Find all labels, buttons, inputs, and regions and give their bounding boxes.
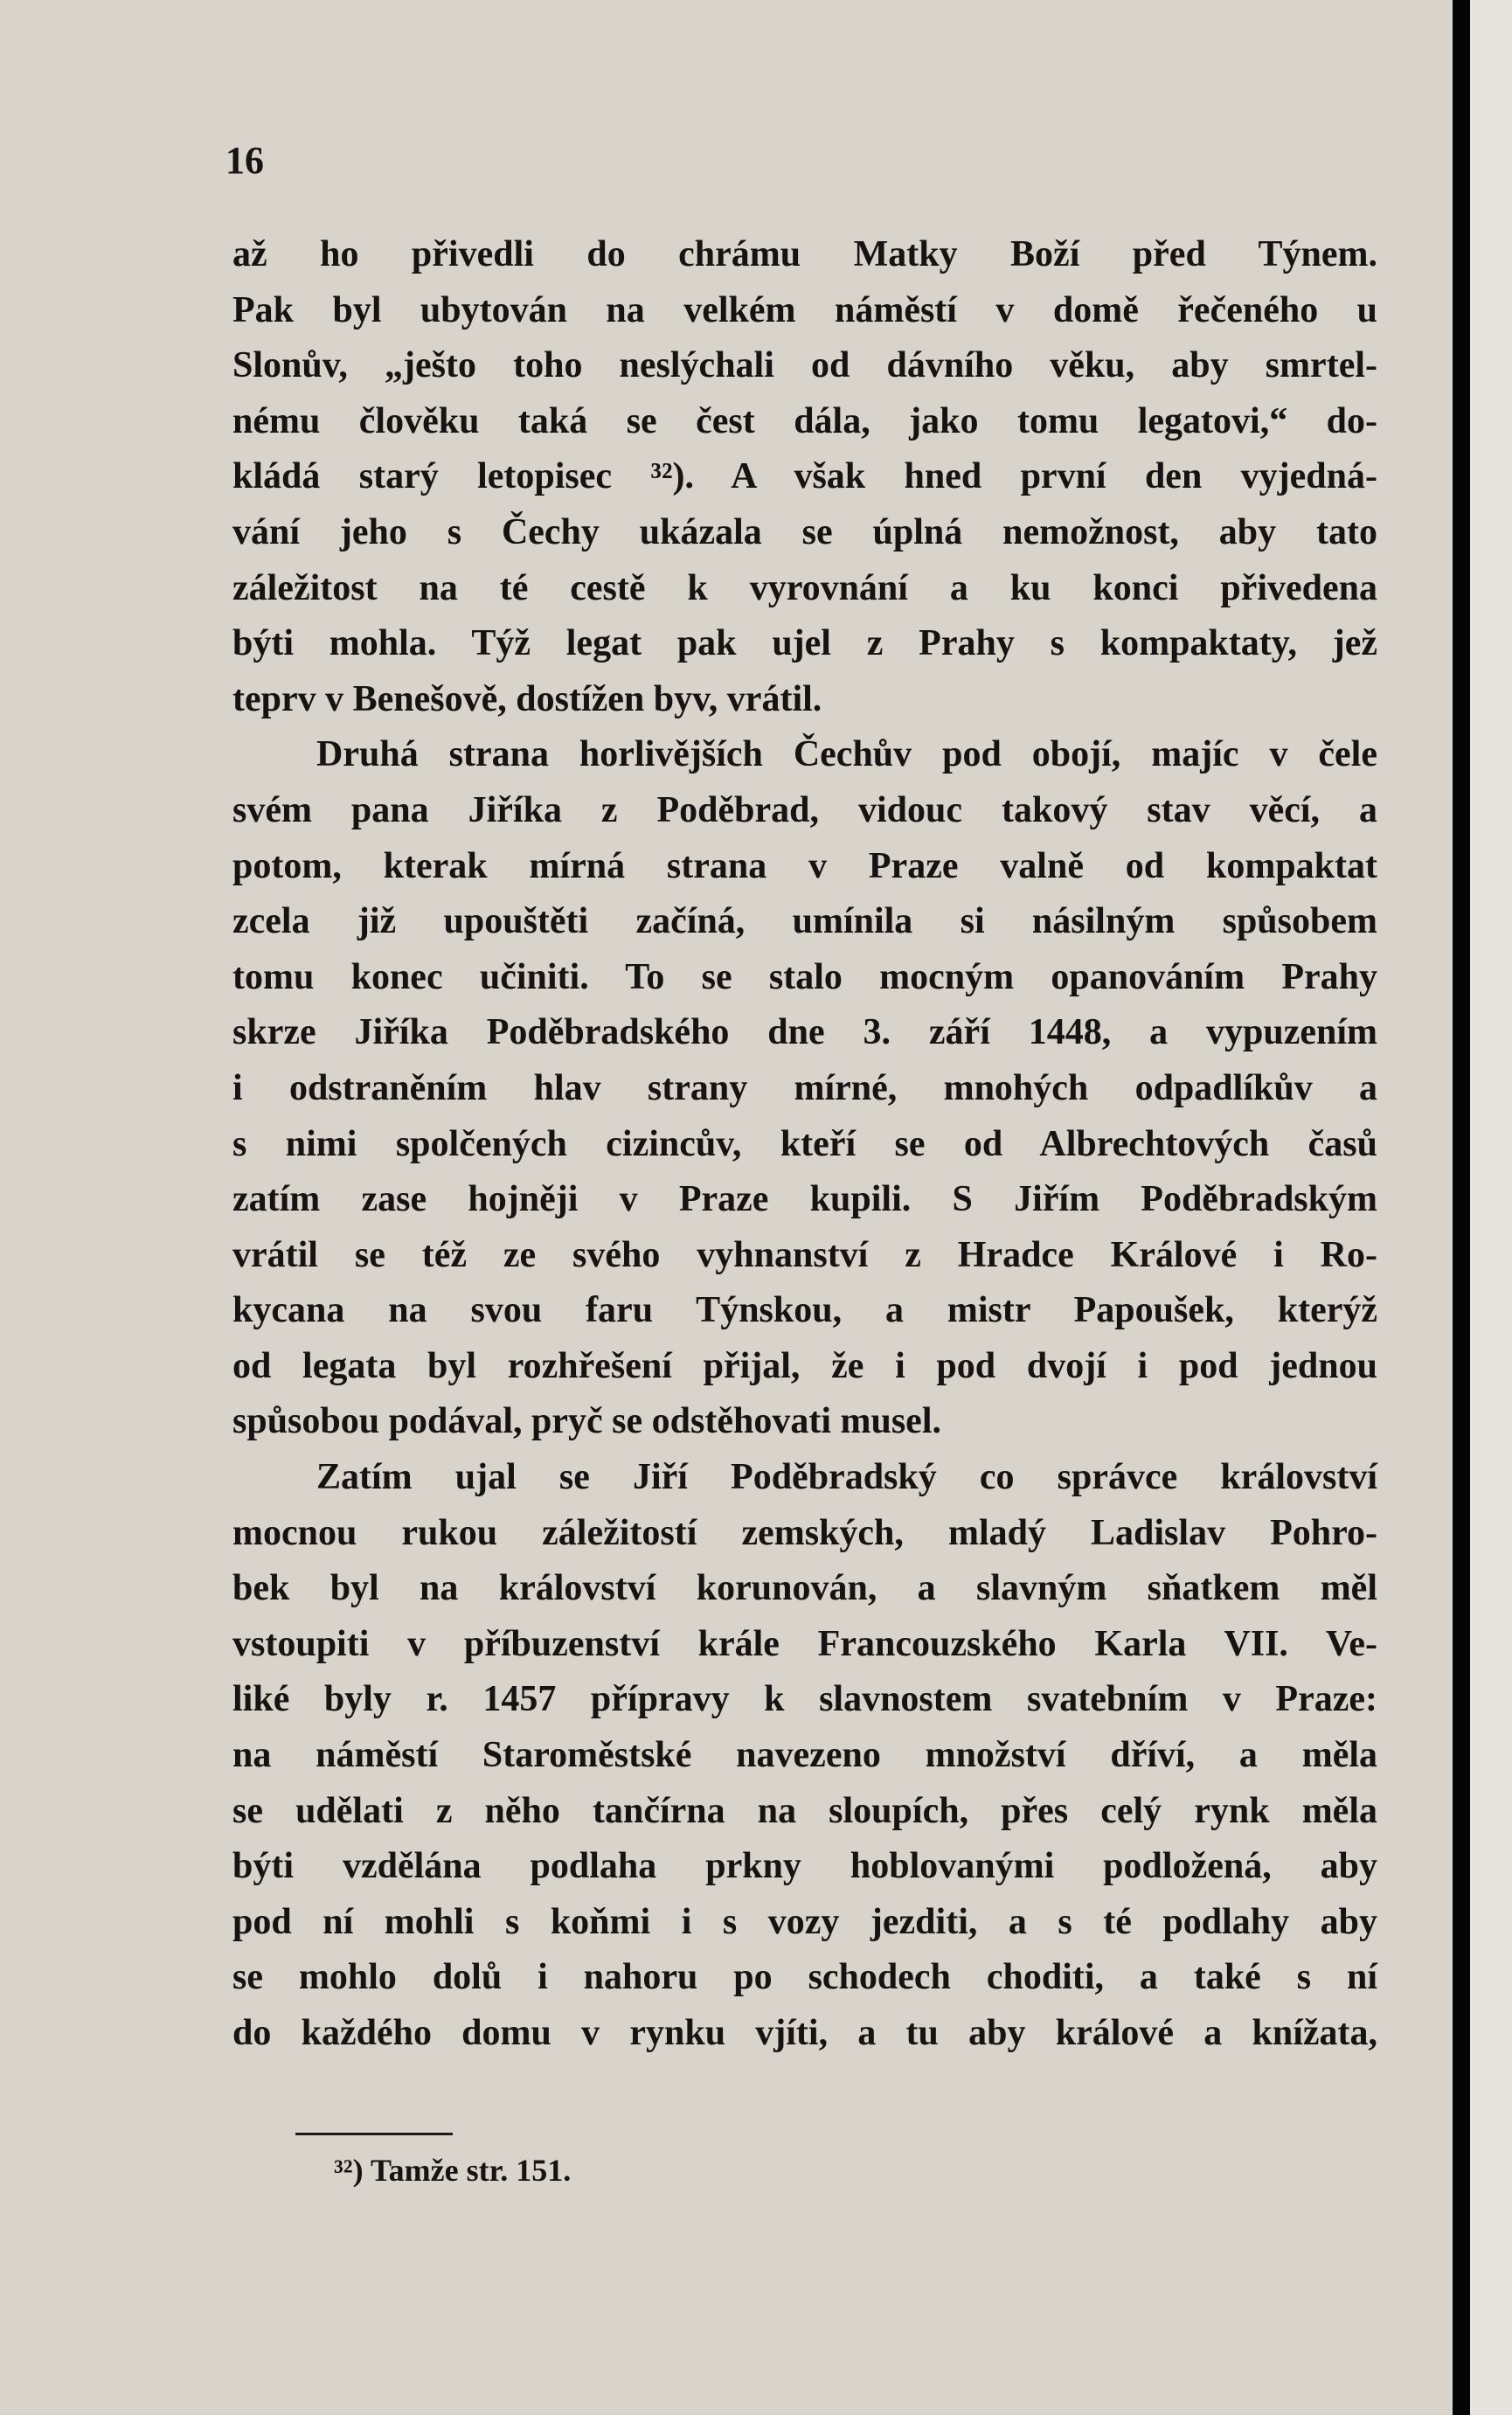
text-line: spůsobou podával, pryč se odstěhovati musel.	[232, 1401, 941, 1442]
text-line: až ho přivedli do chrámu Matky Boží před Týnem.	[232, 234, 1377, 274]
text-line: kycana na svou faru Týnskou, a mistr Papoušek, kterýž	[232, 1290, 1377, 1331]
text-line: vstoupiti v příbuzenství krále Francouzského Karla VII. Ve-	[232, 1623, 1377, 1664]
adjacent-page-edge	[1470, 0, 1512, 2415]
text-line: bek byl na království korunován, a slavným sňatkem měl	[232, 1568, 1377, 1609]
text-line: zatím zase hojněji v Praze kupili. S Jiřím Poděbradským	[232, 1179, 1377, 1220]
text-line: svém pana Jiříka z Poděbrad, vidouc takový stav věcí, a	[232, 789, 1377, 830]
book-spine-shadow	[1453, 0, 1470, 2415]
text-line: pod ní mohli s koňmi i s vozy jezditi, a s té podlahy aby	[232, 1901, 1377, 1942]
text-line: tomu konec učiniti. To se stalo mocným opanováním Prahy	[232, 956, 1377, 997]
text-line: na náměstí Staroměstské navezeno množství dříví, a měla	[232, 1735, 1377, 1776]
text-line: i odstraněním hlav strany mírné, mnohých odpadlíkův a	[232, 1067, 1377, 1108]
text-line: býti vzdělána podlaha prkny hoblovanými podložená, aby	[232, 1846, 1377, 1887]
text-line: kládá starý letopisec ³²). A však hned první den vyjedná-	[232, 456, 1377, 497]
text-line: mocnou rukou záležitostí zemských, mladý Ladislav Pohro-	[232, 1512, 1377, 1553]
text-line: nému člověku taká se čest dála, jako tomu legatovi,“ do-	[232, 400, 1377, 441]
text-line: potom, kterak mírná strana v Praze valně od kompaktat	[232, 845, 1377, 886]
text-line: se mohlo dolů i nahoru po schodech choditi, a také s ní	[232, 1957, 1377, 1998]
text-line: se udělati z něho tančírna na sloupích, přes celý rynk měla	[232, 1790, 1377, 1831]
text-line: do každého domu v rynku vjíti, a tu aby králové a knížata,	[232, 2013, 1377, 2053]
text-line: vání jeho s Čechy ukázala se úplná nemožnost, aby tato	[232, 511, 1377, 552]
footnote-divider	[295, 2133, 453, 2135]
text-line: Slonův, „ješto toho neslýchali od dávního věku, aby smrtel-	[232, 345, 1377, 386]
footnote-marker: ³²)	[334, 2153, 364, 2188]
text-line: skrze Jiříka Poděbradského dne 3. září 1448, a vypuzením	[232, 1012, 1377, 1053]
page-number: 16	[225, 139, 264, 182]
body-text	[232, 227, 1377, 2062]
text-line: vrátil se též ze svého vyhnanství z Hradce Králové i Ro-	[232, 1234, 1377, 1275]
footnote	[334, 2152, 571, 2189]
text-line: býti mohla. Týž legat pak ujel z Prahy s kompaktaty, jež	[232, 623, 1377, 664]
text-line: s nimi spolčených cizincův, kteří se od Albrechtových časů	[232, 1123, 1377, 1164]
text-line: od legata byl rozhřešení přijal, že i pod dvojí i pod jednou	[232, 1345, 1377, 1386]
text-line: záležitost na té cestě k vyrovnání a ku konci přivedena	[232, 567, 1377, 608]
text-line: zcela již upouštěti začíná, umínila si násilným spůsobem	[232, 901, 1377, 942]
text-line: Zatím ujal se Jiří Poděbradský co správce království	[316, 1457, 1377, 1498]
text-line: liké byly r. 1457 přípravy k slavnostem svatebním v Praze:	[232, 1679, 1377, 1720]
text-line: Pak byl ubytován na velkém náměstí v domě řečeného u	[232, 289, 1377, 330]
text-line: teprv v Benešově, dostížen byv, vrátil.	[232, 678, 822, 719]
footnote-text: Tamže str. 151.	[370, 2153, 572, 2188]
text-line: Druhá strana horlivějších Čechův pod obojí, majíc v čele	[316, 734, 1377, 775]
